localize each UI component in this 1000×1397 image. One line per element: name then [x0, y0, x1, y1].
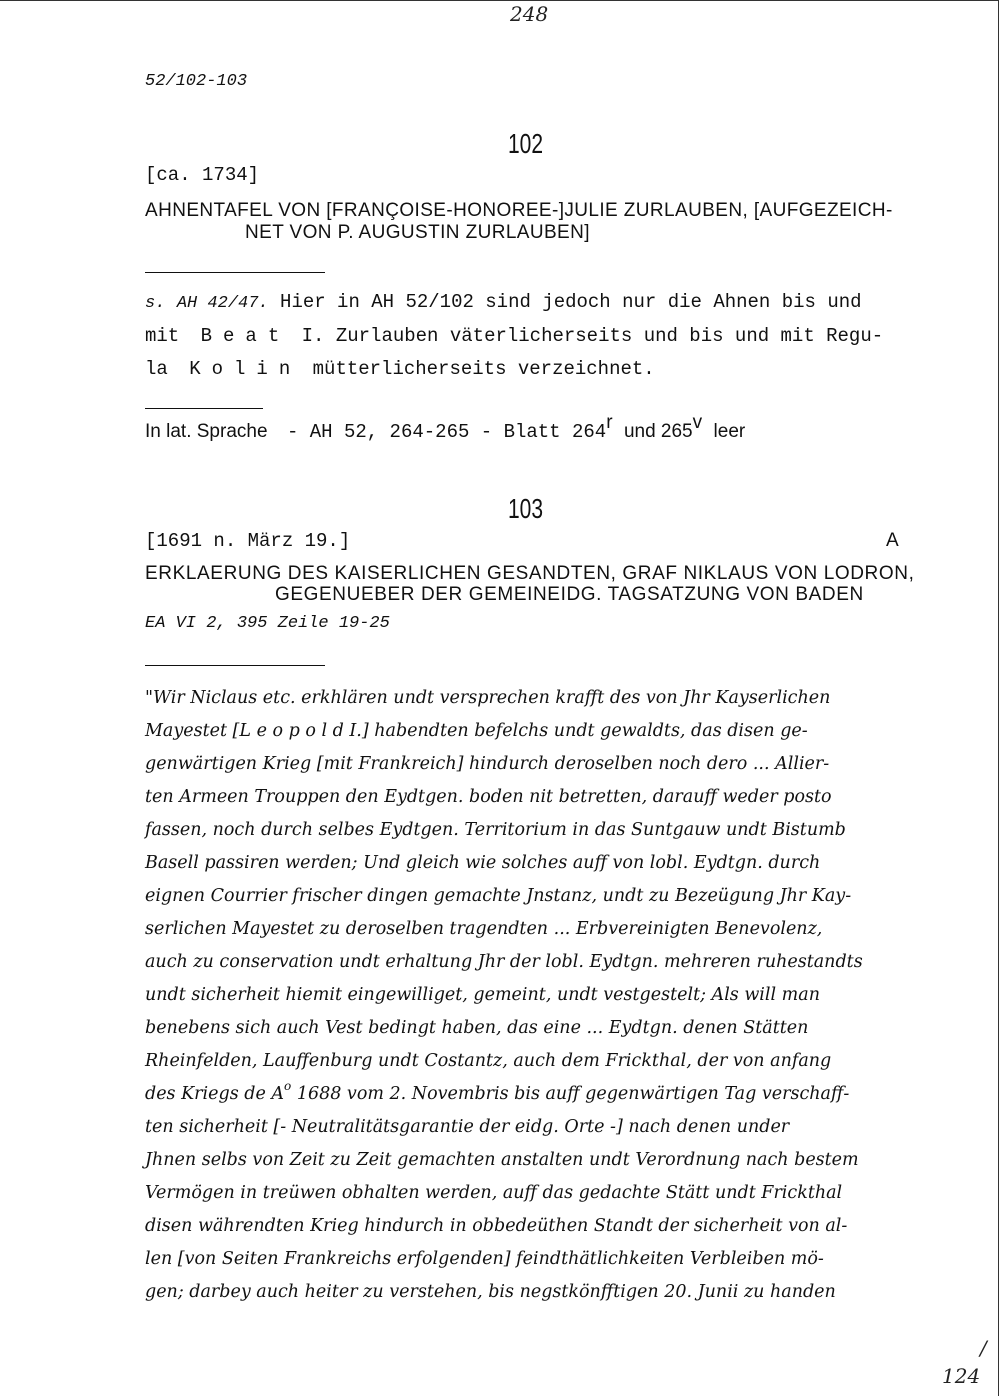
text-line: "Wir Niclaus etc. erkhlären undt versprechen krafft des von Jhr Kayserlichen: [145, 688, 831, 708]
entry-103-title-line1: ERKLAERUNG DES KAISERLICHEN GESANDTEN, GRAF NIKLAUS VON LODRON,: [145, 563, 915, 584]
separator-rule: [145, 408, 263, 409]
note-prefix: s.: [145, 294, 166, 313]
text-fragment: 1688 vom 2. Novembris bis auff gegenwärtigen Tag verschaff-: [296, 1084, 850, 1104]
reference-number: 52/102-103: [145, 72, 248, 91]
entry-102-note-line1: [145, 291, 862, 313]
text-line: disen währendten Krieg hindurch in obbedeüthen Standt der sicherheit von al-: [145, 1216, 848, 1236]
text-line: auch zu conservation undt erhaltung Jhr der lobl. Eydtgn. mehreren ruhestandts: [145, 952, 863, 972]
text-line: ten sicherheit [- Neutralitätsgarantie der eidg. Orte -] nach denen under: [145, 1117, 790, 1137]
entry-102-language-line: [145, 412, 746, 443]
entry-102-title-line1: AHNENTAFEL VON [FRANÇOISE-HONOREE-]JULIE ZURLAUBEN, [AUFGEZEICH-: [145, 200, 893, 221]
manuscript-pages: - AH 52, 264-265 - Blatt 264: [286, 421, 607, 443]
entry-number-103: 103: [508, 493, 544, 524]
text-line: Rheinfelden, Lauffenburg undt Costantz, auch dem Frickthal, der von anfang: [145, 1051, 832, 1071]
text-line: Basell passiren werden; Und gleich wie solches auff von lobl. Eydtgn. durch: [145, 853, 821, 873]
person-name-beat: Beat: [200, 325, 291, 347]
text-line: undt sicherheit hiemit eingewilliget, gemeint, undt vestgestelt; Als will man: [145, 985, 820, 1005]
entry-102-title-line2: NET VON P. AUGUSTIN ZURLAUBEN]: [245, 222, 590, 243]
separator-rule: [145, 665, 325, 666]
note-text: Hier in AH 52/102 sind jedoch nur die Ahnen bis und: [280, 291, 862, 313]
text-line: eignen Courrier frischer dingen gemachte Jnstanz, undt zu Bezeügung Jhr Kay-: [145, 886, 852, 906]
text-line: len [von Seiten Frankreichs erfolgenden] feindthätlichkeiten Verbleiben mö-: [145, 1249, 824, 1269]
text-line: genwärtigen Krieg [mit Frankreich] hindurch deroselben noch dero ... Allier-: [145, 754, 830, 774]
language-text: und 265: [623, 421, 693, 442]
entry-102-date: [ca. 1734]: [145, 164, 260, 186]
person-name-kolin: Kolin: [189, 358, 302, 380]
note-text: mütterlicherseits verzeichnet.: [312, 358, 655, 380]
entry-102-note-line3: [145, 358, 655, 380]
handwritten-page-number: 248: [510, 2, 549, 26]
note-text: mit: [145, 325, 180, 347]
handwritten-folio-number: 124: [942, 1364, 981, 1388]
separator-rule: [145, 272, 325, 273]
anno-superscript: o: [284, 1079, 292, 1093]
note-text: la: [145, 358, 168, 380]
entry-103-source: EA VI 2, 395 Zeile 19-25: [145, 614, 390, 633]
note-text: I. Zurlauben väterlicherseits und bis und mit Regu-: [301, 325, 884, 347]
handwritten-check-mark: /: [980, 1336, 987, 1360]
entry-103-marker: A: [886, 530, 899, 551]
language-label: In lat. Sprache: [145, 421, 268, 442]
entry-103-date: [1691 n. März 19.]: [145, 530, 351, 552]
note-reference: AH 42/47.: [176, 294, 269, 313]
text-line: benebens sich auch Vest bedingt haben, das eine ... Eydtgn. denen Stätten: [145, 1018, 809, 1038]
verso-mark: v: [692, 412, 703, 433]
entry-number-102: 102: [508, 128, 544, 159]
text-line: [145, 1079, 850, 1104]
text-line: Vermögen in treüwen obhalten werden, auff das gedachte Stätt undt Frickthal: [145, 1183, 843, 1203]
recto-mark: r: [606, 412, 613, 433]
text-line: fassen, noch durch selbes Eydtgen. Territorium in das Suntgauw undt Bistumb: [145, 820, 846, 840]
text-line: gen; darbey auch heiter zu verstehen, bis negstkönfftigen 20. Junii zu handen: [145, 1282, 836, 1302]
entry-102-note-line2: [145, 325, 883, 347]
text-line: Mayestet [L e o p o l d I.] habendten befelchs undt gewaldts, das disen ge-: [145, 721, 808, 741]
text-line: serlichen Mayestet zu deroselben tragendten ... Erbvereinigten Benevolenz,: [145, 919, 823, 939]
entry-103-title-line2: GEGENUEBER DER GEMEINEIDG. TAGSATZUNG VON BADEN: [275, 584, 864, 605]
language-text: leer: [713, 421, 746, 442]
text-line: Jhnen selbs von Zeit zu Zeit gemachten anstalten undt Verordnung nach bestem: [145, 1150, 859, 1170]
text-line: ten Armeen Trouppen den Eydtgen. boden nit betretten, darauff weder posto: [145, 787, 832, 807]
text-fragment: des Kriegs de A: [145, 1084, 285, 1104]
